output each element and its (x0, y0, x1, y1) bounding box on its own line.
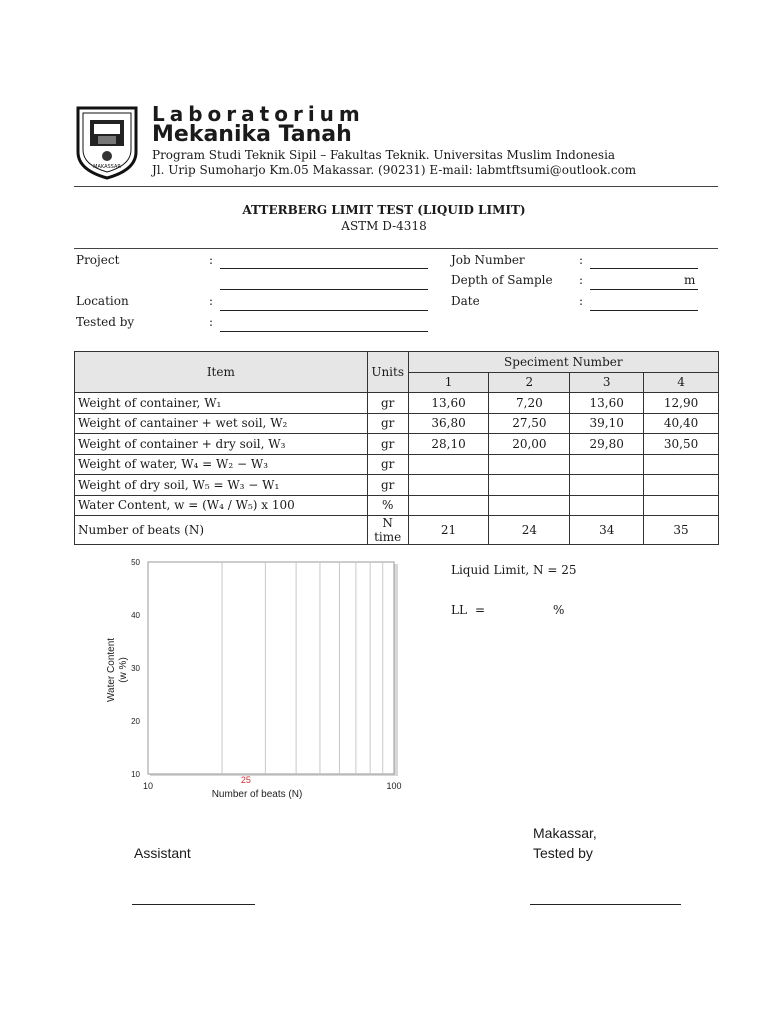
row-item: Number of beats (N) (75, 516, 368, 545)
cell-value[interactable]: 13,60 (408, 393, 489, 414)
x-tick-label: 10 (142, 781, 154, 791)
lab-address: Jl. Urip Sumoharjo Km.05 Makassar. (90231) E-mail: labmtftsumi@outlook.com (152, 163, 637, 177)
city-label: Makassar, (533, 825, 597, 841)
table-row (75, 516, 719, 545)
units-header: Units (367, 352, 408, 393)
y-tick-label: 10 (131, 770, 140, 779)
ll-equals: = (475, 603, 486, 617)
ll-percent: % (553, 603, 565, 617)
specimen-number: 1 (408, 372, 489, 393)
cell-value[interactable] (408, 475, 489, 496)
cell-value[interactable]: 29,80 (570, 434, 644, 455)
university-logo (74, 104, 140, 180)
table-row (75, 475, 719, 496)
colon: : (579, 273, 584, 287)
cell-value[interactable] (408, 454, 489, 475)
cell-value[interactable] (489, 495, 570, 516)
cell-value[interactable]: 20,00 (489, 434, 570, 455)
date-label: Date (451, 294, 480, 308)
cell-value[interactable]: 27,50 (489, 413, 570, 434)
row-unit: % (367, 495, 408, 516)
document-standard: ASTM D-4318 (341, 219, 427, 233)
table-row (75, 495, 719, 516)
header-divider (74, 186, 718, 187)
depth-label: Depth of Sample (451, 273, 553, 287)
row-item: Weight of water, W₄ = W₂ − W₃ (75, 454, 368, 475)
specimen-number: 3 (570, 372, 644, 393)
row-item: Weight of container + dry soil, W₃ (75, 434, 368, 455)
y-tick-label: 20 (131, 717, 140, 726)
y-tick-label: 50 (131, 558, 140, 567)
y-tick-label: 30 (131, 664, 140, 673)
cell-value[interactable] (489, 475, 570, 496)
tested-by-label: Tested by (76, 315, 135, 329)
data-table (74, 351, 719, 545)
row-item: Weight of dry soil, W₅ = W₃ − W₁ (75, 475, 368, 496)
y-axis-label-unit: (w %) (118, 657, 129, 683)
colon: : (209, 253, 214, 267)
y-axis-label: Water Content (106, 637, 117, 703)
cell-value[interactable]: 7,20 (489, 393, 570, 414)
job-number-field[interactable] (590, 268, 698, 269)
cell-value[interactable]: 24 (489, 516, 570, 545)
depth-field[interactable] (590, 289, 698, 290)
cell-value[interactable]: 13,60 (570, 393, 644, 414)
row-item: Weight of cantainer + wet soil, W₂ (75, 413, 368, 434)
row-unit: gr (367, 475, 408, 496)
x-highlight-label: 25 (240, 775, 251, 785)
location-field[interactable] (220, 310, 428, 311)
cell-value[interactable]: 12,90 (644, 393, 719, 414)
location-label: Location (76, 294, 129, 308)
plot-area (148, 562, 394, 774)
svg-text:MAKASSAR: MAKASSAR (93, 164, 121, 170)
cell-value[interactable]: 39,10 (570, 413, 644, 434)
lab-subtitle: Program Studi Teknik Sipil – Fakultas Teknik. Universitas Muslim Indonesia (152, 148, 616, 162)
table-row (75, 434, 719, 455)
colon: : (209, 315, 214, 329)
cell-value[interactable] (570, 454, 644, 475)
job-number-label: Job Number (451, 253, 525, 267)
cell-value[interactable] (644, 495, 719, 516)
cell-value[interactable] (489, 454, 570, 475)
row-item: Water Content, w = (W₄ / W₅) x 100 (75, 495, 368, 516)
row-unit: gr (367, 454, 408, 475)
project-field[interactable] (220, 268, 428, 269)
item-header: Item (75, 352, 368, 393)
cell-value[interactable]: 36,80 (408, 413, 489, 434)
row-unit: N time (367, 516, 408, 545)
cell-value[interactable]: 35 (644, 516, 719, 545)
cell-value[interactable]: 34 (570, 516, 644, 545)
cell-value[interactable] (644, 475, 719, 496)
ll-label: LL (451, 603, 467, 617)
y-tick-label: 40 (131, 611, 140, 620)
specimen-number: 2 (489, 372, 570, 393)
assistant-label: Assistant (134, 845, 191, 861)
tested-by-field[interactable] (220, 331, 428, 332)
cell-value[interactable] (570, 495, 644, 516)
x-tick-label: 100 (386, 781, 402, 791)
assistant-signature-line[interactable] (132, 904, 255, 905)
liquid-limit-label: Liquid Limit, N = 25 (451, 563, 577, 577)
cell-value[interactable]: 40,40 (644, 413, 719, 434)
row-item: Weight of container, W₁ (75, 393, 368, 414)
lab-title: Laboratorium (152, 102, 365, 126)
colon: : (579, 253, 584, 267)
specimen-header: Speciment Number (408, 352, 718, 373)
cell-value[interactable]: 30,50 (644, 434, 719, 455)
cell-value[interactable] (644, 454, 719, 475)
flow-curve-chart (100, 552, 420, 802)
title-divider (74, 248, 718, 249)
table-row (75, 413, 719, 434)
table-row (75, 454, 719, 475)
tested-by-signature-line[interactable] (530, 904, 681, 905)
document-title: ATTERBERG LIMIT TEST (LIQUID LIMIT) (242, 203, 526, 217)
lab-name: Mekanika Tanah (152, 122, 352, 147)
table-row (75, 393, 719, 414)
row-unit: gr (367, 434, 408, 455)
cell-value[interactable]: 28,10 (408, 434, 489, 455)
colon: : (209, 294, 214, 308)
date-field[interactable] (590, 310, 698, 311)
project-label: Project (76, 253, 120, 267)
cell-value[interactable]: 21 (408, 516, 489, 545)
row-unit: gr (367, 413, 408, 434)
project-field-2[interactable] (220, 289, 428, 290)
cell-value[interactable] (570, 475, 644, 496)
tested-by-signature-label: Tested by (533, 845, 593, 861)
row-unit: gr (367, 393, 408, 414)
specimen-number: 4 (644, 372, 719, 393)
depth-unit: m (684, 273, 696, 287)
colon: : (579, 294, 584, 308)
x-axis-label: Number of beats (N) (211, 789, 303, 800)
cell-value[interactable] (408, 495, 489, 516)
